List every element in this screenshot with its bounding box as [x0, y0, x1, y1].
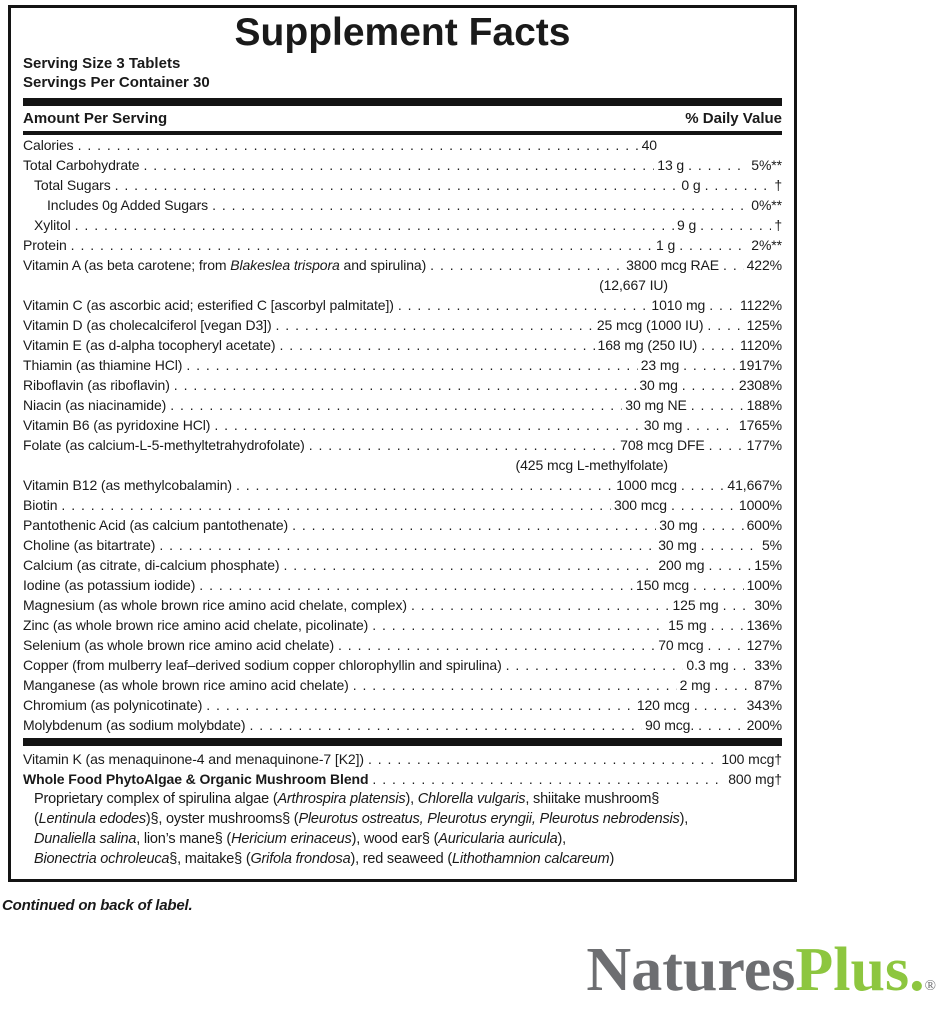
dot-leader [57, 495, 611, 515]
nutrient-name: Manganese (as whole brown rice amino acid chelate) [23, 677, 349, 693]
column-header [23, 106, 782, 131]
nutrient-name: Iodine (as potassium iodide) [23, 577, 196, 593]
nutrient-daily-value: 5% [761, 537, 782, 553]
nutrient-amount: 30 mg [658, 537, 697, 553]
brand-logo [586, 936, 936, 1016]
nutrient-row [23, 155, 782, 175]
dot-leader [140, 155, 655, 175]
dot-leader [155, 535, 655, 555]
nutrient-amount: 0.3 mg [686, 657, 729, 673]
nutrient-daily-value: 1765% [738, 417, 782, 433]
nutrient-row [23, 575, 782, 595]
nutrient-daily-value: 800 mg† [728, 771, 782, 787]
nutrient-daily-value: 200% [746, 717, 782, 733]
dot-leader [67, 235, 653, 255]
nutrient-row [23, 595, 782, 615]
nutrient-name: Vitamin B6 (as pyridoxine HCl) [23, 417, 211, 433]
nutrient-name: Vitamin A (as beta carotene; from Blakeslea trispora and spirulina) [23, 257, 427, 273]
nutrient-name: Vitamin D (as cholecalciferol [vegan D3]) [23, 317, 272, 333]
dot-leader [698, 515, 744, 535]
nutrient-amount: 0 g [681, 177, 701, 193]
continued-note: Continued on back of label. [2, 897, 193, 914]
dot-leader [687, 395, 744, 415]
nutrient-amount: 15 mg [668, 617, 707, 633]
dot-leader [502, 655, 684, 675]
blend-description-line: Proprietary complex of spirulina algae (Arthrospira platensis), Chlorella vulgaris, shiitake mushroom§ [34, 791, 660, 807]
nutrient-daily-value: 100 mcg† [721, 751, 782, 767]
dot-leader [719, 255, 744, 275]
nutrient-row [23, 175, 782, 195]
dot-leader [682, 415, 736, 435]
nutrient-row [23, 535, 782, 555]
nutrient-daily-value: 33% [754, 657, 782, 673]
nutrient-row [23, 315, 782, 335]
dot-leader [272, 315, 594, 335]
dot-leader [689, 575, 744, 595]
nutrient-amount: 90 mcg. [645, 717, 695, 733]
nutrient-daily-value: 41,667% [727, 477, 782, 493]
dot-leader [719, 595, 752, 615]
nutrient-amount: 70 mcg [658, 637, 704, 653]
dot-leader [232, 475, 613, 495]
dot-leader [696, 215, 771, 235]
servings-per-container: Servings Per Container 30 [23, 74, 210, 91]
nutrient-daily-value: 2308% [738, 377, 782, 393]
nutrient-name: Molybdenum (as sodium molybdate) [23, 717, 246, 733]
nutrient-name: Vitamin C (as ascorbic acid; esterified C [ascorbyl palmitate]) [23, 297, 394, 313]
divider-thick-mid [23, 738, 782, 746]
dot-leader [74, 135, 639, 155]
nutrient-daily-value: † [774, 177, 782, 193]
nutrient-daily-value: 125% [746, 317, 782, 333]
dot-leader [697, 535, 759, 555]
dot-leader [245, 715, 642, 735]
dot-leader [71, 215, 674, 235]
serving-size: Serving Size 3 Tablets [23, 55, 181, 72]
nutrient-name: Magnesium (as whole brown rice amino acid chelate, complex) [23, 597, 407, 613]
dot-leader [705, 435, 744, 455]
nutrient-name: Protein [23, 237, 67, 253]
nutrient-name: Thiamin (as thiamine HCl) [23, 357, 183, 373]
nutrient-amount: 200 mg [658, 557, 705, 573]
nutrient-daily-value: 30% [754, 597, 782, 613]
amount-per-serving-header: Amount Per Serving [23, 110, 168, 127]
nutrient-name: Total Carbohydrate [23, 157, 140, 173]
nutrient-row [23, 415, 782, 435]
nutrient-amount: 25 mcg (1000 IU) [596, 317, 704, 333]
brand-name-gray: Natures [586, 936, 796, 1004]
nutrient-row [23, 355, 782, 375]
nutrient-row [23, 749, 782, 769]
blend-rows [23, 749, 782, 789]
nutrient-row [23, 555, 782, 575]
dot-leader [275, 335, 594, 355]
blend-description-line: Bionectria ochroleuca§, maitake§ (Grifola frondosa), red seaweed (Lithothamnion calcareum) [34, 851, 615, 867]
dot-leader [305, 435, 617, 455]
dot-leader [426, 255, 623, 275]
nutrient-name: Calories [23, 137, 74, 153]
dot-leader [675, 235, 748, 255]
nutrient-daily-value: 87% [754, 677, 782, 693]
nutrient-row [23, 375, 782, 395]
nutrient-amount: 30 mg [659, 517, 698, 533]
dot-leader [407, 595, 670, 615]
nutrient-row [23, 515, 782, 535]
nutrient-amount: 125 mg [672, 597, 719, 613]
nutrient-amount: 708 mcg DFE [620, 437, 705, 453]
dot-leader [710, 675, 751, 695]
nutrient-amount: 30 mg [639, 377, 678, 393]
nutrient-row [23, 655, 782, 675]
blend-description-line: (Lentinula edodes)§, oyster mushrooms§ (Pleurotus ostreatus, Pleurotus eryngii, Pleurotus nebrodensis), [34, 811, 689, 827]
dot-leader [705, 295, 737, 315]
nutrient-daily-value: 343% [746, 697, 782, 713]
nutrient-rows [23, 135, 782, 735]
nutrient-name: Zinc (as whole brown rice amino acid chelate, picolinate) [23, 617, 369, 633]
dot-leader [707, 615, 744, 635]
nutrient-daily-value: 0%** [751, 197, 782, 213]
nutrient-daily-value: 1000% [738, 497, 782, 513]
nutrient-name: Vitamin B12 (as methylcobalamin) [23, 477, 232, 493]
nutrient-row [23, 235, 782, 255]
nutrient-name: Selenium (as whole brown rice amino acid chelate) [23, 637, 335, 653]
nutrient-row [23, 715, 782, 735]
panel-title: Supplement Facts [234, 11, 571, 54]
daily-value-header: % Daily Value [685, 110, 782, 127]
registered-trademark-icon: ® [924, 978, 936, 994]
nutrient-amount: 9 g [676, 217, 697, 233]
nutrient-row [23, 435, 782, 455]
dot-leader [703, 315, 743, 335]
nutrient-row [23, 215, 782, 235]
nutrient-daily-value: 422% [746, 257, 782, 273]
nutrient-row [23, 635, 782, 655]
nutrient-amount: 168 mg (250 IU) [597, 337, 698, 353]
nutrient-row [23, 255, 782, 275]
nutrient-row [23, 615, 782, 635]
nutrient-daily-value: 1120% [739, 337, 782, 353]
nutrient-daily-value: 2%** [751, 237, 782, 253]
nutrient-daily-value: 15% [754, 557, 782, 573]
dot-leader [208, 195, 748, 215]
dot-leader [182, 355, 637, 375]
dot-leader [697, 335, 737, 355]
dot-leader [166, 395, 622, 415]
nutrient-amount-subline: (425 mcg L-methylfolate) [515, 457, 668, 473]
nutrient-daily-value: 188% [746, 397, 782, 413]
nutrient-amount: 150 mcg [636, 577, 690, 593]
nutrient-daily-value: 136% [746, 617, 782, 633]
dot-leader [677, 475, 725, 495]
supplement-facts-panel [8, 5, 797, 882]
nutrient-daily-value: 5%** [751, 157, 782, 173]
blend-description-line: Dunaliella salina, lion’s mane§ (Hericium erinaceus), wood ear§ (Auricularia auricula), [34, 831, 567, 847]
nutrient-daily-value: † [774, 217, 782, 233]
nutrient-name: Copper (from mulberry leaf–derived sodium copper chlorophyllin and spirulina) [23, 657, 502, 673]
dot-leader [170, 375, 637, 395]
nutrient-name: Biotin [23, 497, 58, 513]
nutrient-amount: 1000 mcg [616, 477, 677, 493]
dot-leader [368, 615, 665, 635]
nutrient-row [23, 695, 782, 715]
nutrient-name: Includes 0g Added Sugars [47, 197, 209, 213]
dot-leader [364, 749, 718, 769]
nutrient-daily-value: 100% [746, 577, 782, 593]
nutrient-row [23, 295, 782, 315]
nutrient-name: Whole Food PhytoAlgae & Organic Mushroom Blend [23, 771, 369, 787]
nutrient-daily-value: 1122% [739, 297, 782, 313]
nutrient-name: Folate (as calcium-L-5-methyltetrahydrofolate) [23, 437, 305, 453]
dot-leader [678, 375, 736, 395]
blend-description [23, 789, 782, 869]
nutrient-row [23, 335, 782, 355]
dot-leader [694, 715, 743, 735]
nutrient-amount: 23 mg [640, 357, 680, 373]
dot-leader [690, 695, 744, 715]
nutrient-amount: 300 mcg [613, 497, 667, 513]
dot-leader [729, 655, 752, 675]
brand-name-green: Plus. [795, 936, 925, 1004]
nutrient-row [23, 495, 782, 515]
dot-leader [334, 635, 655, 655]
nutrient-amount: 3800 mcg RAE [626, 257, 720, 273]
nutrient-row [23, 475, 782, 495]
nutrient-name: Riboflavin (as riboflavin) [23, 377, 170, 393]
nutrient-row [23, 675, 782, 695]
dot-leader [684, 155, 748, 175]
dot-leader [349, 675, 677, 695]
nutrient-amount: 30 mg [643, 417, 683, 433]
nutrient-amount: 2 mg [679, 677, 711, 693]
nutrient-row [23, 769, 782, 789]
nutrient-name: Niacin (as niacinamide) [23, 397, 167, 413]
nutrient-row [23, 135, 782, 155]
nutrient-name: Vitamin K (as menaquinone-4 and menaquinone-7 [K2]) [23, 751, 364, 767]
dot-leader [288, 515, 656, 535]
nutrient-row [23, 195, 782, 215]
nutrient-name: Total Sugars [34, 177, 111, 193]
nutrient-name: Vitamin E (as d-alpha tocopheryl acetate) [23, 337, 276, 353]
nutrient-amount: 13 g [657, 157, 685, 173]
dot-leader [279, 555, 655, 575]
nutrient-name: Pantothenic Acid (as calcium pantothenate) [23, 517, 289, 533]
nutrient-amount: 40 [641, 137, 657, 153]
nutrient-amount: 1 g [656, 237, 676, 253]
nutrient-daily-value: 127% [746, 637, 782, 653]
dot-leader [704, 635, 744, 655]
nutrient-name: Chromium (as polynicotinate) [23, 697, 203, 713]
dot-leader [111, 175, 679, 195]
dot-leader [679, 355, 736, 375]
dot-leader [667, 495, 736, 515]
nutrient-daily-value: 600% [746, 517, 782, 533]
nutrient-name: Calcium (as citrate, di-calcium phosphate) [23, 557, 280, 573]
dot-leader [394, 295, 649, 315]
dot-leader [368, 769, 725, 789]
nutrient-amount: 1010 mg [651, 297, 706, 313]
dot-leader [202, 695, 634, 715]
nutrient-amount: 30 mg NE [625, 397, 687, 413]
dot-leader [704, 555, 751, 575]
nutrient-name: Choline (as bitartrate) [23, 537, 156, 553]
divider-thick-top [23, 98, 782, 106]
dot-leader [195, 575, 633, 595]
dot-leader [701, 175, 772, 195]
nutrient-amount: 120 mcg [636, 697, 690, 713]
nutrient-row [23, 395, 782, 415]
dot-leader [210, 415, 640, 435]
nutrient-name: Xylitol [34, 217, 71, 233]
nutrient-daily-value: 177% [746, 437, 782, 453]
nutrient-daily-value: 1917% [738, 357, 782, 373]
nutrient-amount-subline: (12,667 IU) [599, 277, 668, 293]
